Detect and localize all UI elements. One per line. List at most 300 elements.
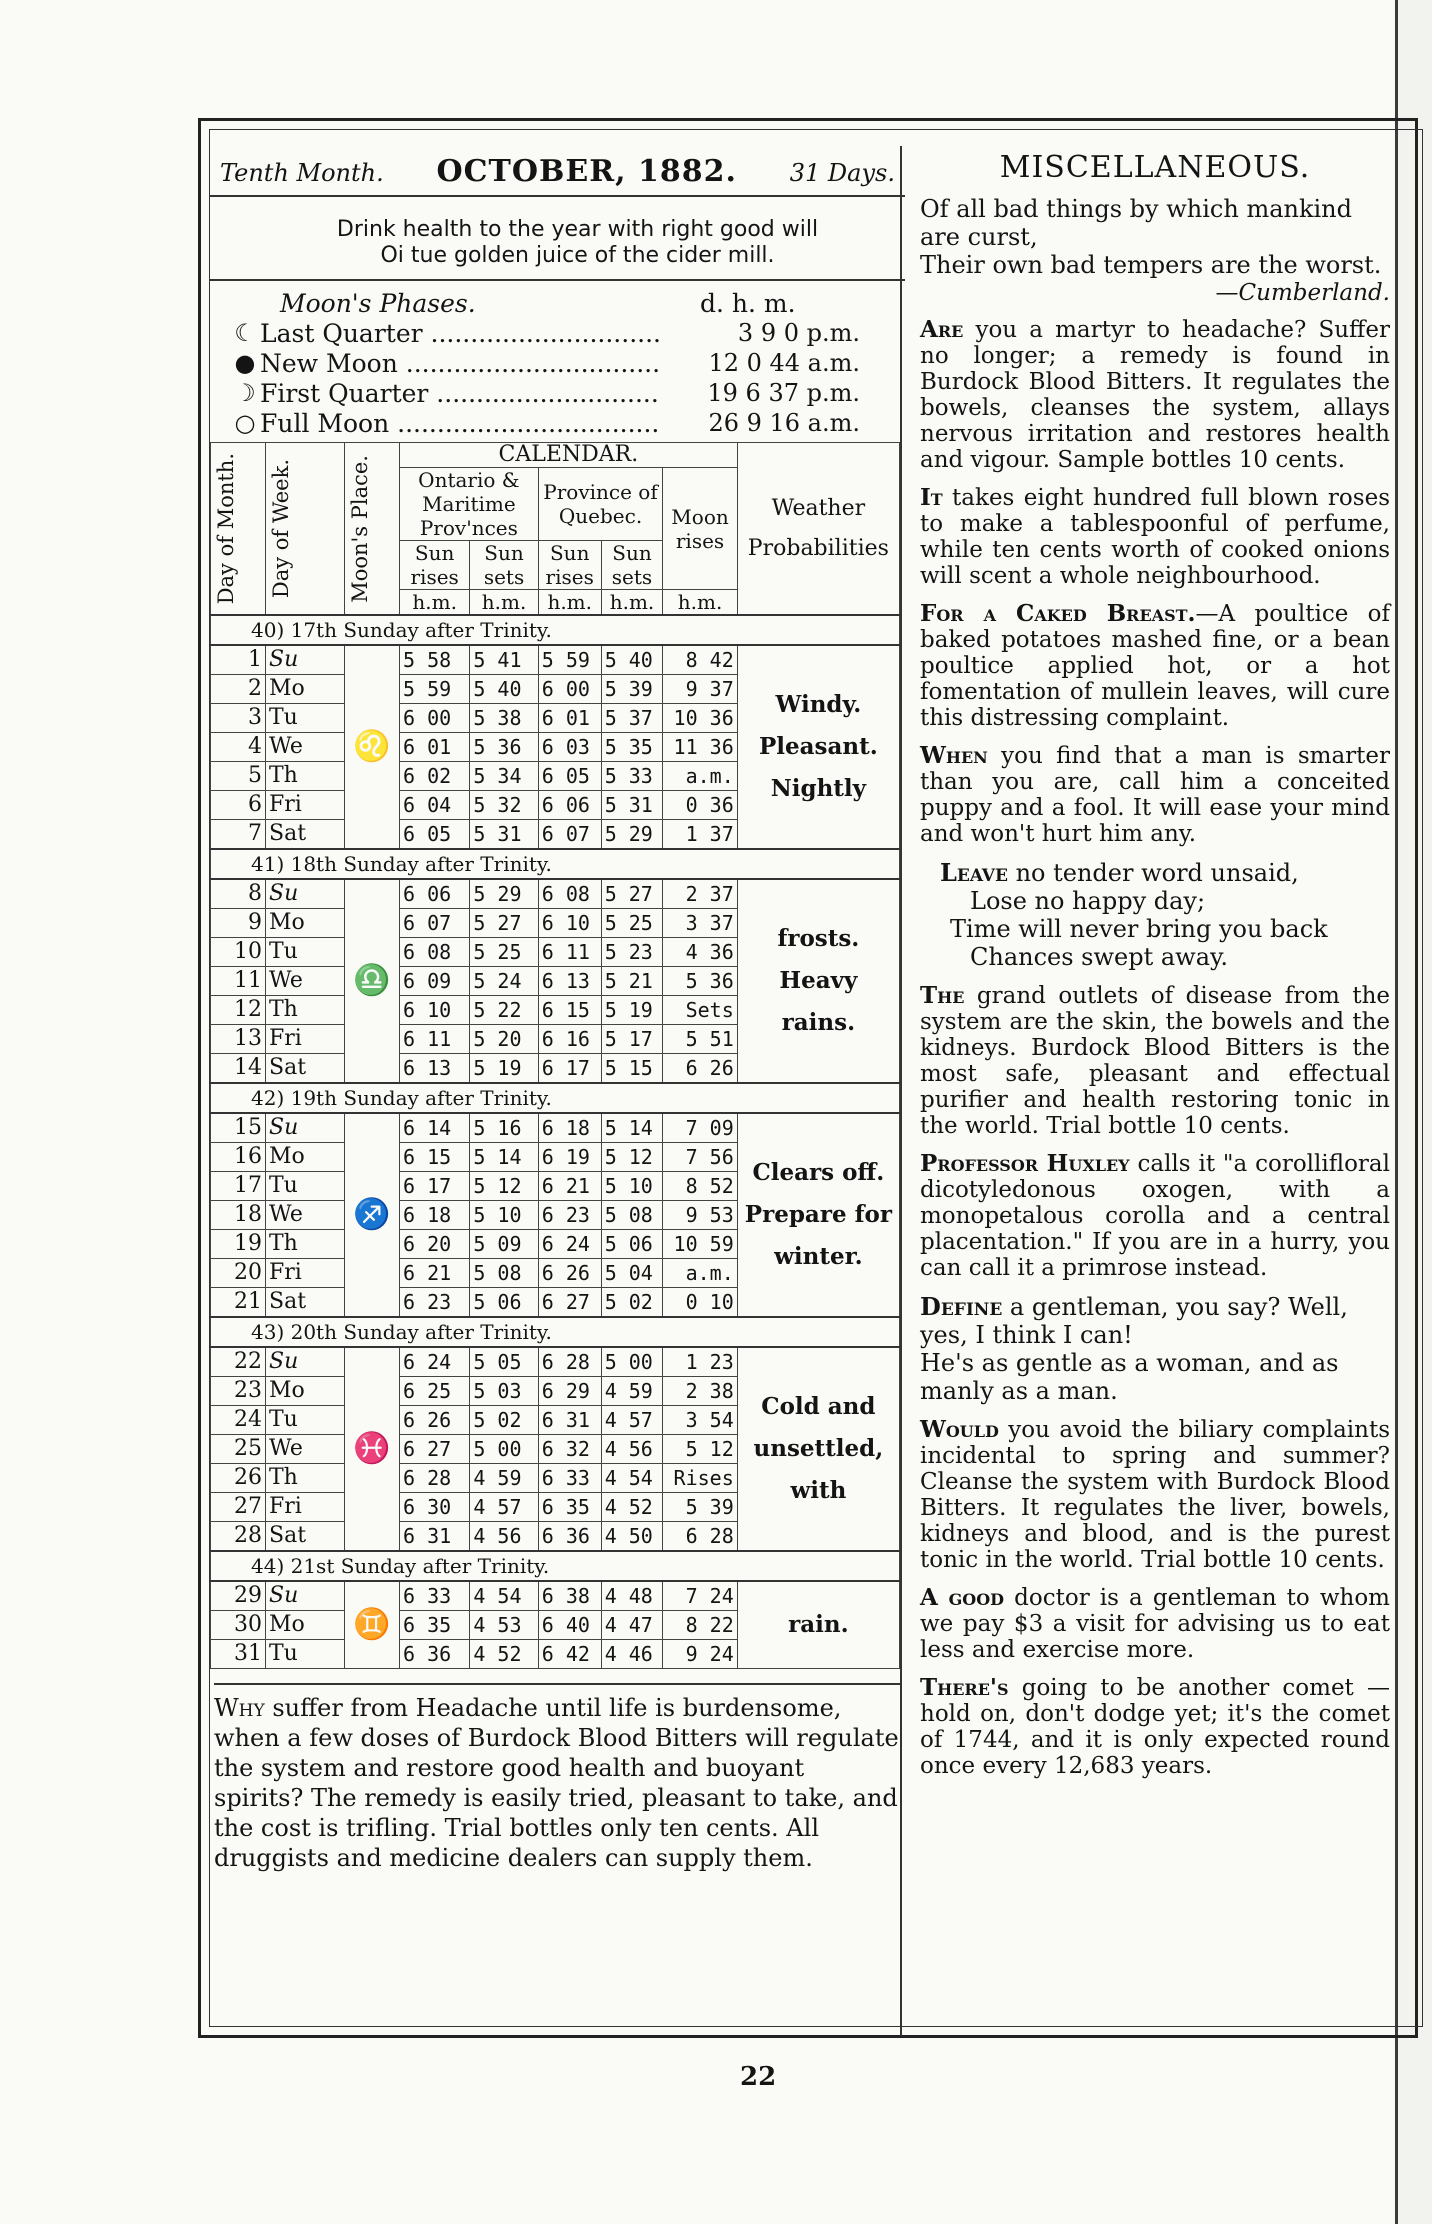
quebec-sunrise: 6 16 xyxy=(538,1025,601,1054)
misc-items-group-2 xyxy=(920,983,1390,1281)
day-of-week: We xyxy=(266,1435,345,1464)
paragraph-lead: Would xyxy=(920,1416,999,1443)
moon-rises: 6 28 xyxy=(663,1522,737,1552)
paragraph-lead: A good xyxy=(920,1584,1005,1611)
paragraph-text: —A poultice of baked potatoes mashed fine, or a bean poultice applied hot, or a hot fomentation of mullein leaves, will cure this distressing complaint. xyxy=(920,601,1390,731)
day-of-month: 8 xyxy=(211,879,266,909)
ontario-sunset: 5 31 xyxy=(470,820,538,850)
quebec-sunrise: 6 21 xyxy=(538,1172,601,1201)
quebec-sunset: 5 04 xyxy=(601,1259,663,1288)
quebec-sunset: 5 37 xyxy=(601,704,663,733)
day-of-month: 16 xyxy=(211,1143,266,1172)
define-line-1: a gentleman, you say? Well, yes, I think I can! xyxy=(920,1293,1348,1349)
ontario-sunset: 4 56 xyxy=(470,1522,538,1552)
ontario-sunset: 4 53 xyxy=(470,1611,538,1640)
day-of-month: 29 xyxy=(211,1581,266,1611)
misc-paragraph xyxy=(920,485,1390,589)
table-row xyxy=(211,879,900,909)
define-verse xyxy=(920,1293,1390,1405)
quebec-sunset: 4 57 xyxy=(601,1406,663,1435)
quote-line-1: Of all bad things by which mankind are curst, xyxy=(920,195,1352,251)
misc-paragraph xyxy=(920,1675,1390,1779)
zodiac-sign-icon: ♊ xyxy=(345,1581,400,1669)
paragraph-text: you a martyr to headache? Suffer no longer; a remedy is found in Burdock Blood Bitters. It regulates the bowels, cleanses the system, allays nervous irritation and restores health and vigour. Sample bottles 10 cents. xyxy=(920,317,1390,473)
day-of-month: 31 xyxy=(211,1640,266,1669)
sunday-label: 42) 19th Sunday after Trinity. xyxy=(211,1083,900,1113)
paragraph-text: calls it "a corollifloral dicotyledonous oxogen, with a monopetalous corolla and a central placentation." If you are in a hurry, you can call it a primrose instead. xyxy=(920,1151,1390,1281)
day-of-week-header: Day of Week. xyxy=(269,458,293,599)
calendar-body xyxy=(211,615,900,1669)
ontario-sunrise: 6 24 xyxy=(400,1347,470,1377)
moon-phase-icon: ● xyxy=(234,349,256,377)
quebec-sunset: 5 06 xyxy=(601,1230,663,1259)
day-of-week: Mo xyxy=(266,1611,345,1640)
quebec-sunset: 4 59 xyxy=(601,1377,663,1406)
paragraph-text: takes eight hundred full blown roses to make a tablespoonful of perfume, while ten cents worth of cooked onions will scent a whole neighbourhood. xyxy=(920,485,1390,589)
ontario-sunrise: 6 09 xyxy=(400,967,470,996)
quebec-sunrise: 6 17 xyxy=(538,1054,601,1084)
calendar-column xyxy=(210,146,905,1873)
quebec-sunset: 4 56 xyxy=(601,1435,663,1464)
ontario-sunrise: 6 36 xyxy=(400,1640,470,1669)
quebec-sunrise: 6 29 xyxy=(538,1377,601,1406)
paragraph-lead: Are xyxy=(920,316,964,343)
sunday-row xyxy=(211,1551,900,1581)
quebec-sunset: 4 50 xyxy=(601,1522,663,1552)
ontario-sunrise: 6 21 xyxy=(400,1259,470,1288)
ontario-sunset: 5 29 xyxy=(470,879,538,909)
headache-notice xyxy=(214,1683,901,1873)
zodiac-sign-icon: ♌ xyxy=(345,645,400,849)
ontario-sunrise: 6 17 xyxy=(400,1172,470,1201)
ontario-sunset: 5 10 xyxy=(470,1201,538,1230)
ontario-sunset: 5 02 xyxy=(470,1406,538,1435)
poem-line-2: Lose no happy day; xyxy=(970,887,1206,915)
day-of-month: 3 xyxy=(211,704,266,733)
quebec-sunrise: 6 11 xyxy=(538,938,601,967)
phase-time: 19 6 37 p.m. xyxy=(707,379,860,407)
weather-line: Heavy xyxy=(779,967,858,994)
unit-header: h.m. xyxy=(538,590,601,616)
misc-paragraph xyxy=(920,1151,1390,1281)
quebec-sunset: 5 29 xyxy=(601,820,663,850)
day-of-month: 28 xyxy=(211,1522,266,1552)
ontario-sunrise: 6 30 xyxy=(400,1493,470,1522)
day-of-month: 27 xyxy=(211,1493,266,1522)
ontario-sunset: 4 52 xyxy=(470,1640,538,1669)
phase-time: 3 9 0 p.m. xyxy=(737,319,860,347)
day-of-week: Mo xyxy=(266,909,345,938)
ontario-sunrise: 6 25 xyxy=(400,1377,470,1406)
page-number: 22 xyxy=(740,2062,777,2092)
quebec-sunrise: 6 42 xyxy=(538,1640,601,1669)
moon-rises: 11 36 xyxy=(663,733,737,762)
quebec-sunset: 5 27 xyxy=(601,879,663,909)
quebec-sunset: 5 33 xyxy=(601,762,663,791)
moon-rises: 8 52 xyxy=(663,1172,737,1201)
quebec-sunset: 5 02 xyxy=(601,1288,663,1318)
day-of-week: Sat xyxy=(266,1522,345,1552)
ontario-sunset: 5 38 xyxy=(470,704,538,733)
moon-rises: 2 37 xyxy=(663,879,737,909)
day-of-week: Su xyxy=(266,1581,345,1611)
ontario-sunset: 5 00 xyxy=(470,1435,538,1464)
quebec-sunset: 5 31 xyxy=(601,791,663,820)
moon-rises: 7 24 xyxy=(663,1581,737,1611)
day-of-month: 2 xyxy=(211,675,266,704)
day-of-month: 1 xyxy=(211,645,266,675)
day-of-month: 15 xyxy=(211,1113,266,1143)
month-verse xyxy=(210,197,905,281)
sunday-label: 41) 18th Sunday after Trinity. xyxy=(211,849,900,879)
quebec-sunset: 5 35 xyxy=(601,733,663,762)
ontario-sunset: 5 27 xyxy=(470,909,538,938)
sunday-row xyxy=(211,1083,900,1113)
ontario-sunrise: 6 05 xyxy=(400,820,470,850)
day-of-month: 5 xyxy=(211,762,266,791)
phase-row xyxy=(230,318,905,348)
moon-rises: 2 38 xyxy=(663,1377,737,1406)
ontario-sunset: 5 32 xyxy=(470,791,538,820)
ontario-sunrise: 6 00 xyxy=(400,704,470,733)
table-row xyxy=(211,1581,900,1611)
day-of-week: Th xyxy=(266,762,345,791)
ontario-sunset: 5 06 xyxy=(470,1288,538,1318)
paragraph-lead: For a Caked Breast. xyxy=(920,600,1196,627)
quebec-sunset: 4 48 xyxy=(601,1581,663,1611)
quebec-sunrise: 6 38 xyxy=(538,1581,601,1611)
moon-phases-columns: d. h. m. xyxy=(700,289,796,318)
ontario-sunrise: 6 27 xyxy=(400,1435,470,1464)
paragraph-text: you avoid the biliary complaints incidental to spring and summer? Cleanse the system with Burdock Blood Bitters. It regulates the liver, bowels, kidneys and blood, and is the purest tonic in the world. Trial bottle 10 cents. xyxy=(920,1417,1390,1573)
day-of-month: 11 xyxy=(211,967,266,996)
weather-cell xyxy=(737,1347,899,1551)
day-of-month: 4 xyxy=(211,733,266,762)
weather-line: rains. xyxy=(781,1009,856,1036)
leave-poem xyxy=(920,859,1390,971)
table-row xyxy=(211,1113,900,1143)
day-of-month: 26 xyxy=(211,1464,266,1493)
zodiac-sign-icon: ♐ xyxy=(345,1113,400,1317)
weather-cell xyxy=(737,1113,899,1317)
day-of-week: Tu xyxy=(266,1406,345,1435)
verse-line-2: Oi tue golden juice of the cider mill. xyxy=(380,243,775,268)
ontario-sunset: 5 40 xyxy=(470,675,538,704)
quebec-sunset: 5 10 xyxy=(601,1172,663,1201)
ontario-sunset: 5 41 xyxy=(470,645,538,675)
sunday-row xyxy=(211,615,900,645)
notice-text: suffer from Headache until life is burdensome, when a few doses of Burdock Blood Bitters will regulate the system and restore good health and buoyant spirits? The remedy is easily tried, pleasant to take, and the cost is trifling. Trial bottles only ten cents. All druggists and medicine dealers can supply them. xyxy=(214,1694,899,1872)
day-of-week: Su xyxy=(266,1113,345,1143)
quebec-sunrise: 6 07 xyxy=(538,820,601,850)
quebec-sunrise: 6 00 xyxy=(538,675,601,704)
day-of-week: Su xyxy=(266,1347,345,1377)
month-title: OCTOBER, 1882. xyxy=(436,154,737,189)
day-of-week: Fri xyxy=(266,791,345,820)
quebec-sunrise: 6 33 xyxy=(538,1464,601,1493)
quebec-sunset: 4 47 xyxy=(601,1611,663,1640)
day-of-week: Fri xyxy=(266,1259,345,1288)
misc-paragraph xyxy=(920,1417,1390,1573)
weather-line: Pleasant. xyxy=(758,733,878,760)
day-of-week: Fri xyxy=(266,1493,345,1522)
ontario-sunrise: 6 33 xyxy=(400,1581,470,1611)
day-of-week: Mo xyxy=(266,675,345,704)
day-count: 31 Days. xyxy=(789,159,895,187)
moon-rises: 0 36 xyxy=(663,791,737,820)
day-of-month: 20 xyxy=(211,1259,266,1288)
day-of-week: Tu xyxy=(266,938,345,967)
quebec-sunrise: 5 59 xyxy=(538,645,601,675)
phase-row xyxy=(230,378,905,408)
day-of-week: We xyxy=(266,733,345,762)
ontario-sunrise: 6 14 xyxy=(400,1113,470,1143)
table-row xyxy=(211,645,900,675)
quebec-header: Province of Quebec. xyxy=(538,468,663,541)
quebec-sunrise: 6 19 xyxy=(538,1143,601,1172)
quebec-sunset: 5 15 xyxy=(601,1054,663,1084)
day-of-week: Th xyxy=(266,996,345,1025)
quebec-sunrise: 6 36 xyxy=(538,1522,601,1552)
quebec-sunset: 4 52 xyxy=(601,1493,663,1522)
day-of-month: 19 xyxy=(211,1230,266,1259)
phase-list xyxy=(230,318,905,438)
day-of-week: Th xyxy=(266,1464,345,1493)
miscellaneous-column xyxy=(900,146,1390,2036)
moon-phases-label: Moon's Phases. xyxy=(280,289,476,318)
moon-rises: 3 37 xyxy=(663,909,737,938)
quebec-sunrise: 6 28 xyxy=(538,1347,601,1377)
day-of-week: Su xyxy=(266,645,345,675)
moon-phases xyxy=(210,281,905,442)
ontario-sunrise: 6 06 xyxy=(400,879,470,909)
opening-quote xyxy=(920,195,1390,307)
zodiac-sign-icon: ♓ xyxy=(345,1347,400,1551)
ontario-sunset: 5 12 xyxy=(470,1172,538,1201)
day-of-week: Tu xyxy=(266,704,345,733)
quebec-sunrise: 6 26 xyxy=(538,1259,601,1288)
ontario-sunset: 4 57 xyxy=(470,1493,538,1522)
misc-paragraph xyxy=(920,601,1390,731)
moon-rises: 5 51 xyxy=(663,1025,737,1054)
ontario-sunrise: 6 26 xyxy=(400,1406,470,1435)
moon-rises: 8 42 xyxy=(663,645,737,675)
month-ordinal: Tenth Month. xyxy=(220,159,384,187)
moon-rises: 9 37 xyxy=(663,675,737,704)
ontario-sunset: 4 59 xyxy=(470,1464,538,1493)
paragraph-lead: The xyxy=(920,982,965,1009)
day-of-week: Sat xyxy=(266,1288,345,1318)
paragraph-text: doctor is a gentleman to whom we pay $3 a visit for advising us to eat less and exercise more. xyxy=(920,1585,1390,1663)
moon-rises: a.m. xyxy=(663,1259,737,1288)
moon-rises: Rises xyxy=(663,1464,737,1493)
unit-header: h.m. xyxy=(663,590,737,616)
unit-header: h.m. xyxy=(470,590,538,616)
quote-line-2: Their own bad tempers are the worst. xyxy=(920,251,1382,279)
zodiac-sign-icon: ♎ xyxy=(345,879,400,1083)
quebec-sunset: 5 21 xyxy=(601,967,663,996)
moon-rises: 9 53 xyxy=(663,1201,737,1230)
moon-rises: a.m. xyxy=(663,762,737,791)
moon-rises: 0 10 xyxy=(663,1288,737,1318)
ontario-sunset: 5 36 xyxy=(470,733,538,762)
poem-lead: Leave xyxy=(940,858,1008,887)
day-of-month: 14 xyxy=(211,1054,266,1084)
quebec-sunset: 4 54 xyxy=(601,1464,663,1493)
quebec-sunset: 5 39 xyxy=(601,675,663,704)
day-of-month: 17 xyxy=(211,1172,266,1201)
quebec-sunrise: 6 32 xyxy=(538,1435,601,1464)
ontario-sunset: 5 20 xyxy=(470,1025,538,1054)
day-of-month: 10 xyxy=(211,938,266,967)
day-of-week: Sat xyxy=(266,1054,345,1084)
misc-items-group-3 xyxy=(920,1417,1390,1779)
ontario-sunrise: 5 59 xyxy=(400,675,470,704)
paragraph-lead: It xyxy=(920,484,943,511)
quebec-sunset: 5 19 xyxy=(601,996,663,1025)
poem-line-4: Chances swept away. xyxy=(970,943,1229,971)
quebec-sunrise: 6 10 xyxy=(538,909,601,938)
ontario-sunset: 5 25 xyxy=(470,938,538,967)
quebec-sunset: 5 23 xyxy=(601,938,663,967)
phase-name: First Quarter ..... xyxy=(260,379,660,408)
paragraph-text: grand outlets of disease from the system are the skin, the bowels and the kidneys. Burdock Blood Bitters is the most safe, pleasant and effectual purifier and health restoring tonic in the world. Trial bottle 10 cents. xyxy=(920,983,1390,1139)
quebec-sunset: 5 14 xyxy=(601,1113,663,1143)
misc-paragraph xyxy=(920,1585,1390,1663)
day-of-week: We xyxy=(266,967,345,996)
ontario-sunset: 5 08 xyxy=(470,1259,538,1288)
ontario-sunrise: 6 10 xyxy=(400,996,470,1025)
ontario-header: Ontario & Maritime Prov'nces xyxy=(400,468,539,541)
day-of-month: 13 xyxy=(211,1025,266,1054)
ontario-sunrise: 6 04 xyxy=(400,791,470,820)
quebec-sunset: 5 00 xyxy=(601,1347,663,1377)
calendar-table xyxy=(210,442,900,1669)
ontario-sunrise: 6 35 xyxy=(400,1611,470,1640)
weather-line: Cold and xyxy=(761,1393,876,1420)
misc-title: MISCELLANEOUS. xyxy=(999,150,1311,185)
weather-line: unsettled, xyxy=(753,1435,884,1462)
phase-row xyxy=(230,348,905,378)
define-lead: Define xyxy=(920,1292,1003,1321)
quebec-sunrise: 6 35 xyxy=(538,1493,601,1522)
calendar-title: CALENDAR. xyxy=(400,443,738,468)
day-of-week: We xyxy=(266,1201,345,1230)
quebec-sunrise: 6 24 xyxy=(538,1230,601,1259)
unit-header: h.m. xyxy=(400,590,470,616)
misc-paragraph xyxy=(920,317,1390,473)
define-line-2: He's as gentle as a woman, and as manly as a man. xyxy=(920,1349,1339,1405)
quebec-sunrise: 6 06 xyxy=(538,791,601,820)
ontario-sunrise: 6 28 xyxy=(400,1464,470,1493)
moon-rises: 5 36 xyxy=(663,967,737,996)
day-of-week: Tu xyxy=(266,1172,345,1201)
day-of-month: 7 xyxy=(211,820,266,850)
day-of-week: Mo xyxy=(266,1377,345,1406)
ontario-sunrise: 6 15 xyxy=(400,1143,470,1172)
ontario-sunset: 5 16 xyxy=(470,1113,538,1143)
ontario-sunrise: 6 20 xyxy=(400,1230,470,1259)
ontario-sunrise: 6 23 xyxy=(400,1288,470,1318)
ontario-sunset: 5 24 xyxy=(470,967,538,996)
quebec-sunset: 5 25 xyxy=(601,909,663,938)
sunday-row xyxy=(211,1317,900,1347)
quebec-sunrise: 6 31 xyxy=(538,1406,601,1435)
day-of-week: Tu xyxy=(266,1640,345,1669)
weather-line: Clears off. xyxy=(752,1159,885,1186)
weather-line: Nightly xyxy=(770,775,867,802)
misc-items-group-1 xyxy=(920,317,1390,847)
moon-rises: 9 24 xyxy=(663,1640,737,1669)
quebec-sunset: 5 08 xyxy=(601,1201,663,1230)
quebec-sunrise: 6 01 xyxy=(538,704,601,733)
day-of-month: 6 xyxy=(211,791,266,820)
quebec-sunrise: 6 05 xyxy=(538,762,601,791)
quebec-sunrise: 6 27 xyxy=(538,1288,601,1318)
quebec-sunset: 5 12 xyxy=(601,1143,663,1172)
moon-rises: 1 37 xyxy=(663,820,737,850)
moon-rises: 5 39 xyxy=(663,1493,737,1522)
quebec-sunset: 5 17 xyxy=(601,1025,663,1054)
moon-rises: 7 56 xyxy=(663,1143,737,1172)
quebec-sunrise: 6 03 xyxy=(538,733,601,762)
quebec-sunset: 4 46 xyxy=(601,1640,663,1669)
month-header xyxy=(210,146,905,197)
misc-paragraph xyxy=(920,983,1390,1139)
day-of-week: Th xyxy=(266,1230,345,1259)
moon-place-header: Moon's Place. xyxy=(348,454,372,603)
quote-attribution: —Cumberland. xyxy=(1215,280,1390,306)
moon-rises: 4 36 xyxy=(663,938,737,967)
moon-rises: 8 22 xyxy=(663,1611,737,1640)
day-of-month: 22 xyxy=(211,1347,266,1377)
day-of-month: 30 xyxy=(211,1611,266,1640)
ontario-sunset: 5 14 xyxy=(470,1143,538,1172)
weather-line: Windy. xyxy=(775,691,862,718)
day-of-month: 12 xyxy=(211,996,266,1025)
quebec-sunset: 5 40 xyxy=(601,645,663,675)
weather-line: rain. xyxy=(788,1611,849,1638)
sunset-header: Sun sets xyxy=(601,541,663,590)
ontario-sunrise: 6 31 xyxy=(400,1522,470,1552)
moon-rises: 10 59 xyxy=(663,1230,737,1259)
ontario-sunset: 5 22 xyxy=(470,996,538,1025)
moon-rises: 7 09 xyxy=(663,1113,737,1143)
moon-rises: Sets xyxy=(663,996,737,1025)
sunday-label: 43) 20th Sunday after Trinity. xyxy=(211,1317,900,1347)
weather-line: frosts. xyxy=(777,925,860,952)
ontario-sunrise: 6 18 xyxy=(400,1201,470,1230)
misc-paragraph xyxy=(920,743,1390,847)
day-of-month: 21 xyxy=(211,1288,266,1318)
sunday-row xyxy=(211,849,900,879)
phase-row xyxy=(230,408,905,438)
moon-phase-icon: ○ xyxy=(234,409,256,437)
day-of-month: 24 xyxy=(211,1406,266,1435)
day-of-month: 9 xyxy=(211,909,266,938)
sunrise-header: Sun rises xyxy=(400,541,470,590)
day-of-month: 23 xyxy=(211,1377,266,1406)
phase-name: Last Quarter ..... xyxy=(260,319,660,348)
phase-name: Full Moon ..... xyxy=(260,409,660,438)
day-of-week: Fri xyxy=(266,1025,345,1054)
paragraph-text: going to be another comet —hold on, don't dodge yet; it's the comet of 1744, and it is only expected round once every 12,683 years. xyxy=(920,1675,1390,1779)
sunrise-header: Sun rises xyxy=(538,541,601,590)
quebec-sunrise: 6 18 xyxy=(538,1113,601,1143)
phase-time: 12 0 44 a.m. xyxy=(708,349,860,377)
paragraph-lead: There's xyxy=(920,1674,1009,1701)
notice-lead: Why xyxy=(214,1694,265,1722)
